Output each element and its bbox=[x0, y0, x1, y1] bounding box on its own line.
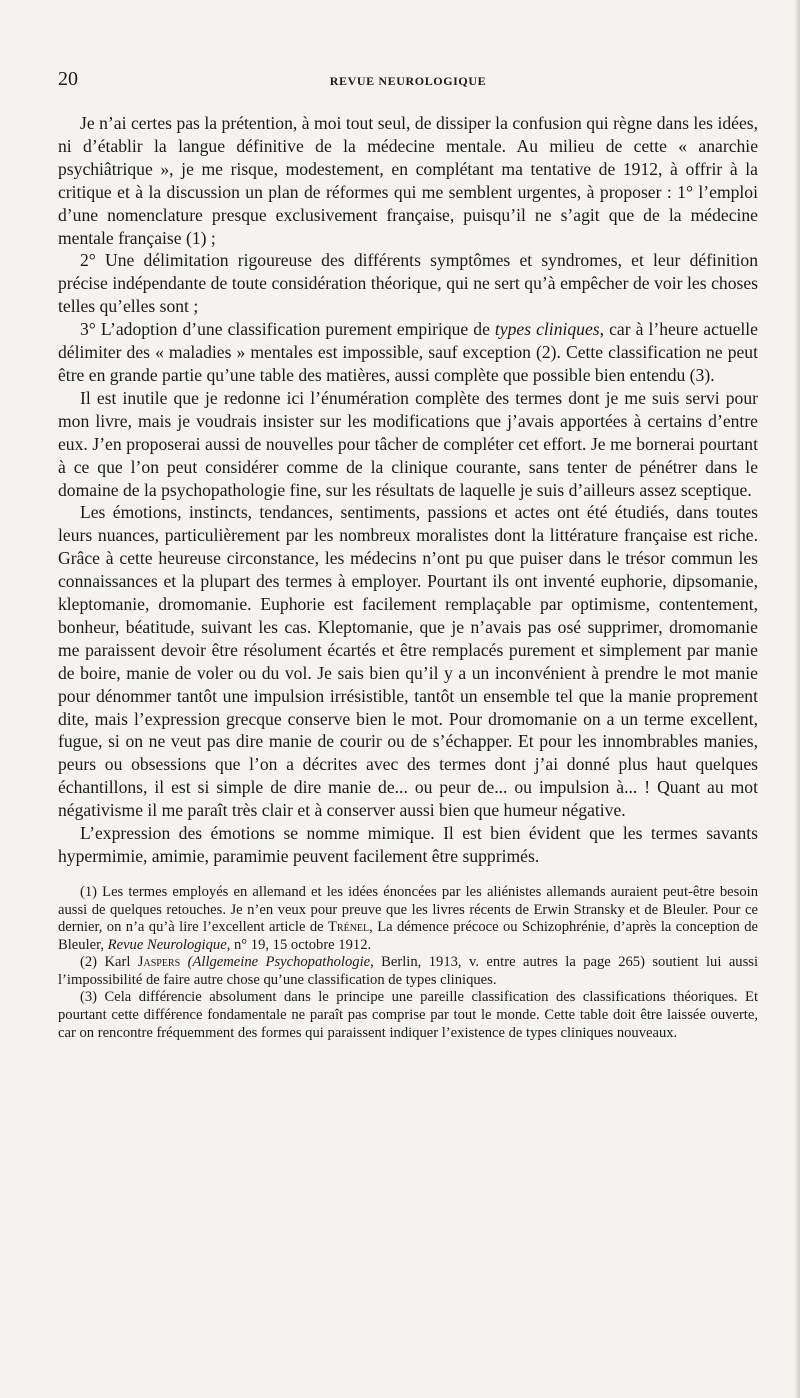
paragraph-3-end: , car à l’heure actuelle délimiter des « maladies » mentales est impossible, sauf exception (2). Cette classification ne peut être en grande partie qu’une table des matières, aussi complète que possible bien entendu (3). bbox=[58, 319, 758, 385]
footnote-1-journal: Revue Neurologique bbox=[107, 936, 227, 953]
paragraph-4: Il est inutile que je redonne ici l’énumération complète des termes dont je me suis servi pour mon livre, mais je voudrais insister sur les modifications que j’avais apportées à certains d’entre eux. J’en proposerai aussi de nouvelles pour tâcher de compléter cet effort. Je me bornerai pourtant à ce que l’on peut considérer comme de la clinique courante, sans tenter de pénétrer dans le domaine de la psychopathologie fine, sur les résultats de laquelle je suis d’ailleurs assez sceptique. bbox=[58, 387, 758, 500]
footnote-1-author: Trénel bbox=[328, 919, 370, 936]
paragraph-3-start: 3° L’adoption d’une classification purement empirique de bbox=[80, 319, 495, 340]
page-number: 20 bbox=[58, 68, 78, 90]
book-page bbox=[58, 68, 758, 1042]
paragraph-3 bbox=[58, 318, 758, 387]
footnote-1-text-b: , La démence précoce ou Schizophrénie, d’après la conception de Bleuler, bbox=[58, 919, 758, 953]
paragraph-2: 2° Une délimitation rigoureuse des différents symptômes et syndromes, et leur définition précise indépendante de toute considération théorique, qui ne sert qu’à empêcher de voir les choses telles qu’elles sont ; bbox=[58, 250, 758, 317]
page-header bbox=[58, 68, 758, 98]
footnote-3: (3) Cela différencie absolument dans le principe une pareille classification des classifications théoriques. Et pourtant cette différence fondamentale ne paraît pas comprise par tout le monde. Cette table doit être laissée ouverte, car on rencontre fréquemment des formes qui paraissent indiquer l’existence de types cliniques nouveaux. bbox=[58, 989, 758, 1041]
footnote-2-text-b: , Berlin, 1913, v. entre autres la page 265) soutient lui aussi l’impossibilité de faire autre chose qu’une classification de types cliniques. bbox=[58, 954, 759, 988]
paragraph-5: Les émotions, instincts, tendances, sentiments, passions et actes ont été étudiés, dans toutes leurs nuances, particulièrement par les nombreux moralistes dont la littérature française est riche. Grâce à cette heureuse circonstance, les médecins n’ont pu que puiser dans le trésor commun les connaissances et la plupart des termes à employer. Pourtant ils ont inventé euphorie, dipsomanie, kleptomanie, dromomanie. Euphorie est facilement remplaçable par optimisme, contentement, bonheur, béatitude, suivant les cas. Kleptomanie, que je n’avais pas osé supprimer, dromomanie me paraissent devoir être résolument écartés et être remplacés purement et simplement par manie de boire, manie de voler ou du vol. Je sais bien qu’il y a un inconvénient à prendre le mot manie pour dénommer tantôt une impulsion irrésistible, tantôt un ensemble tel que la manie proprement dite, mais l’expression grecque conserve bien le mot. Pour dromomanie on a un terme excellent, fugue, si on ne veut pas dire manie de courir ou de s’échapper. Et pour les innombrables manies, peurs ou obsessions que l’on a décrites avec des termes dont j’ai donné plus haut quelques échantillons, il est si simple de dire manie de... ou peur de... ou impulsion à... ! Quant au mot négativisme il me paraît très clair et à conserver aussi bien que humeur négative. bbox=[58, 502, 758, 821]
footnote-2-author: Jaspers bbox=[137, 954, 181, 971]
footnote-2-title: (Allgemeine Psychopathologie bbox=[187, 954, 371, 971]
running-title: REVUE NEUROLOGIQUE bbox=[329, 74, 487, 88]
footnotes bbox=[58, 884, 758, 1042]
footnote-2-text-a: (2) Karl bbox=[80, 954, 138, 971]
paragraph-6: L’expression des émotions se nomme mimique. Il est bien évident que les termes savants hypermimie, amimie, paramimie peuvent facilement être supprimés. bbox=[58, 823, 758, 866]
page-edge-shadow bbox=[794, 0, 800, 1398]
footnote-1 bbox=[58, 884, 758, 954]
paragraph-1: Je n’ai certes pas la prétention, à moi tout seul, de dissiper la confusion qui règne dans les idées, ni d’établir la langue définitive de la médecine mentale. Au milieu de cette « anarchie psychiâtrique », je me risque, modestement, en complétant ma tentative de 1912, à offrir à la critique et à la discussion un plan de réformes qui me semblent urgentes, à proposer : 1° l’emploi d’une nomenclature presque exclusivement française, puisqu’il ne s’agit que de la médecine mentale française (1) ; bbox=[58, 113, 758, 248]
types-cliniques-emphasis: types cliniques bbox=[494, 319, 600, 340]
footnote-1-text-c: , n° 19, 15 octobre 1912. bbox=[226, 936, 372, 953]
footnote-1-text-a: (1) Les termes employés en allemand et les idées énoncées par les aliénistes allemands auraient peut-être besoin aussi de quelques retouches. Je n’en veux pour preuve que les livres récents de Erwin Stransky et de Bleuler. Pour ce dernier, on n’a qu’à lire l’excellent article de bbox=[58, 883, 758, 936]
main-text bbox=[58, 112, 758, 868]
footnote-2 bbox=[58, 954, 758, 989]
